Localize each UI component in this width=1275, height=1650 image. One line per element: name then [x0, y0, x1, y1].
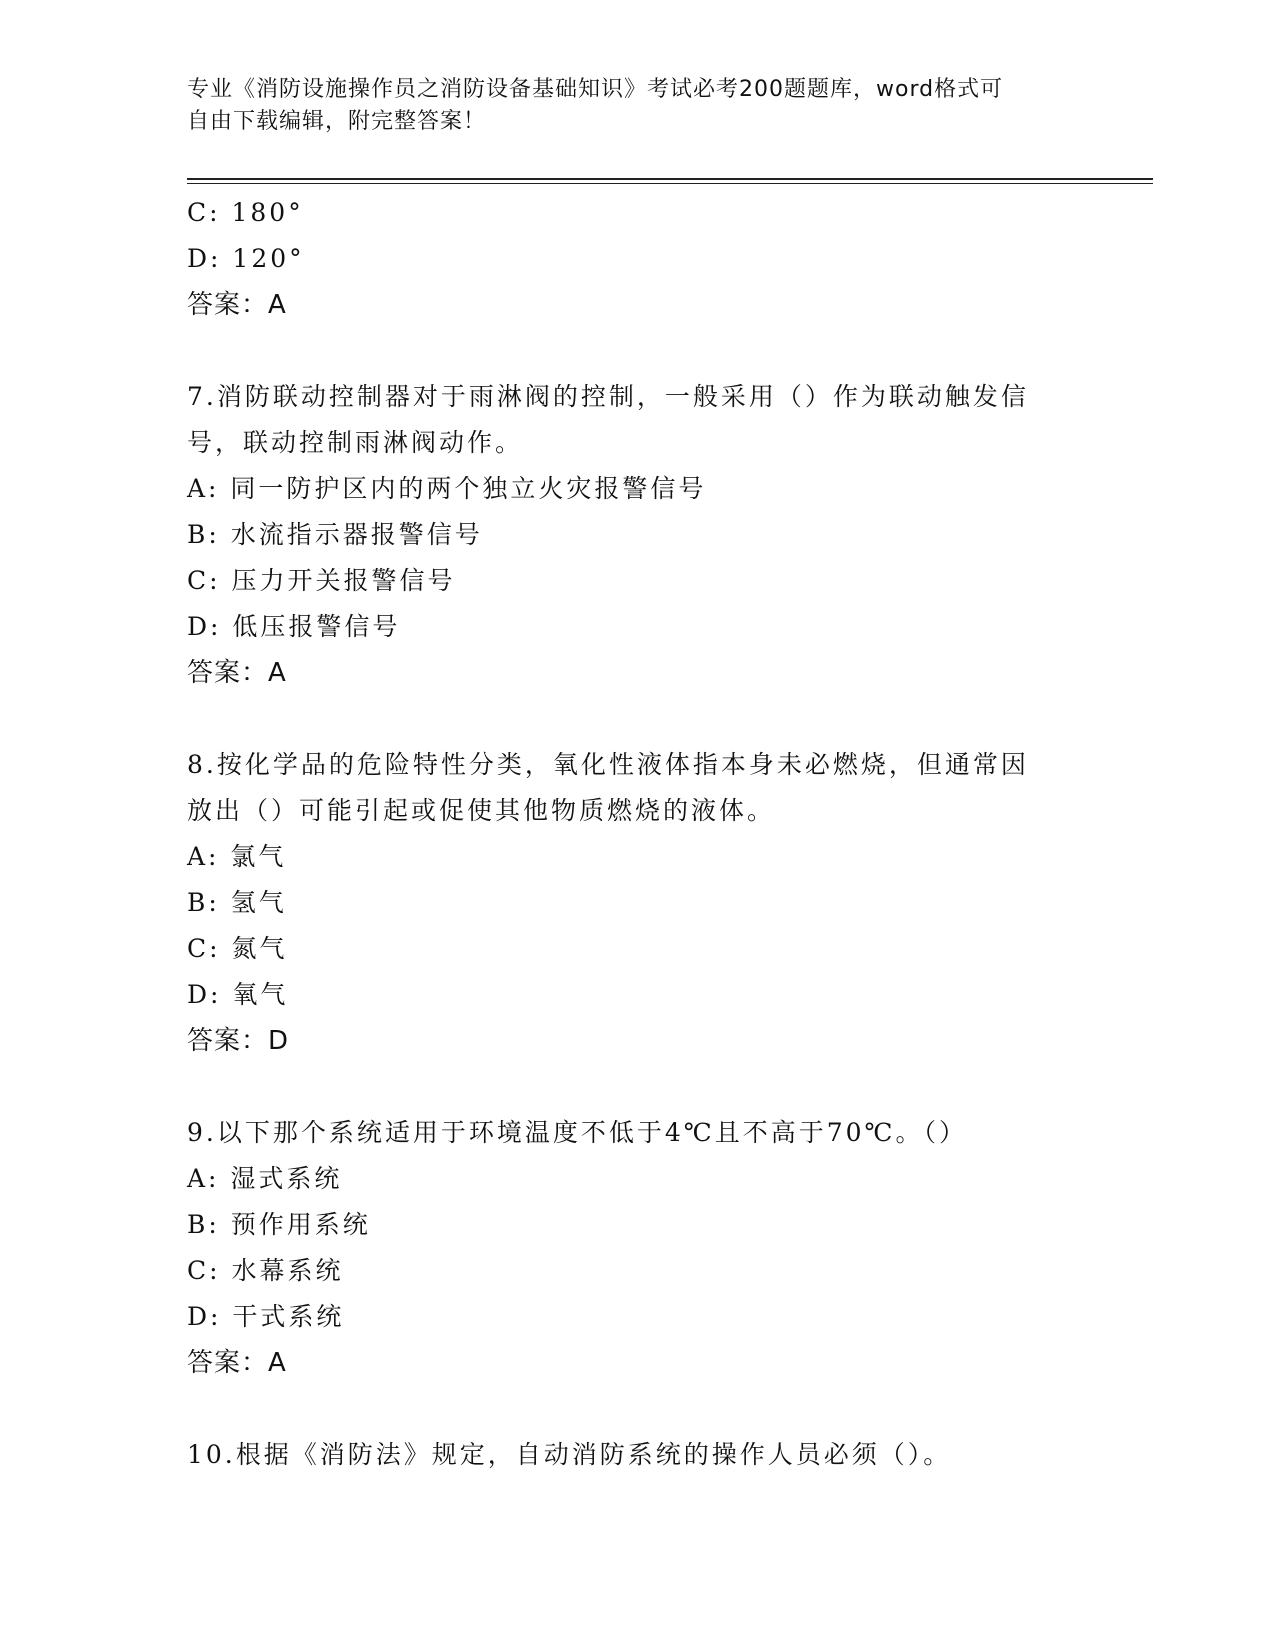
option-a: A: 氯气	[187, 842, 287, 871]
question-title-line-1: 7.消防联动控制器对于雨淋阀的控制，一般采用（）作为联动触发信	[187, 382, 1029, 411]
spacer	[187, 1386, 1087, 1432]
option-b: B: 预作用系统	[187, 1210, 371, 1239]
question-8	[187, 742, 1087, 1064]
question-title-line-2: 放出（）可能引起或促使其他物质燃烧的液体。	[187, 796, 776, 825]
option-c: C: 氮气	[187, 934, 288, 963]
document-header	[187, 74, 1067, 138]
question-7	[187, 374, 1087, 696]
option-d: D: 干式系统	[187, 1302, 345, 1331]
question-10	[187, 1432, 1087, 1478]
question-title-line-1: 9.以下那个系统适用于环境温度不低于4℃且不高于70℃。（）	[187, 1118, 968, 1147]
header-rule-thick	[187, 178, 1153, 180]
header-line-1: 专业《消防设施操作员之消防设备基础知识》考试必考200题题库，word格式可	[187, 77, 1004, 102]
answer: 答案：A	[187, 290, 287, 320]
question-list	[187, 190, 1087, 1478]
spacer	[187, 1064, 1087, 1110]
option-d: D: 氧气	[187, 980, 289, 1009]
option-c: C: 压力开关报警信号	[187, 566, 456, 595]
answer: 答案：A	[187, 1348, 287, 1378]
question-title-line-1: 8.按化学品的危险特性分类，氧化性液体指本身未必燃烧，但通常因	[187, 750, 1029, 779]
question-6	[187, 190, 1087, 328]
answer: 答案：A	[187, 658, 287, 688]
option-b: B: 水流指示器报警信号	[187, 520, 483, 549]
option-d: D: 120°	[187, 244, 305, 273]
option-a: A: 同一防护区内的两个独立火灾报警信号	[187, 474, 707, 503]
spacer	[187, 328, 1087, 374]
question-9	[187, 1110, 1087, 1386]
header-rule-thin	[187, 183, 1153, 184]
header-line-2: 自由下载编辑，附完整答案！	[187, 109, 487, 134]
option-a: A: 湿式系统	[187, 1164, 343, 1193]
spacer	[187, 696, 1087, 742]
question-title-line-1: 10.根据《消防法》规定，自动消防系统的操作人员必须（）。	[187, 1440, 952, 1469]
option-c: C: 水幕系统	[187, 1256, 344, 1285]
option-b: B: 氢气	[187, 888, 287, 917]
option-c: C: 180°	[187, 198, 304, 227]
option-d: D: 低压报警信号	[187, 612, 401, 641]
question-title-line-2: 号，联动控制雨淋阀动作。	[187, 428, 524, 457]
answer: 答案：D	[187, 1026, 290, 1056]
